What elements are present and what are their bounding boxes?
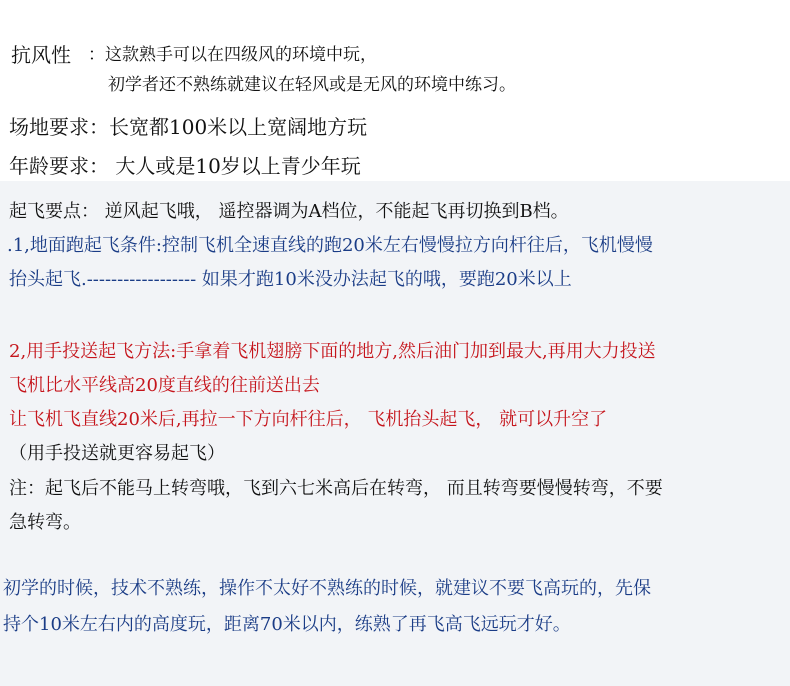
wind-resistance-line-2: 初学者还不熟练就建议在轻风或是无风的环境中练习。 xyxy=(108,75,516,95)
instructions-panel xyxy=(0,181,790,686)
age-requirement: 年龄要求： 大人或是10岁以上青少年玩 xyxy=(9,154,361,178)
takeoff-points: 起飞要点： 逆风起飞哦， 遥控器调为A档位，不能起飞再切换到B档。 xyxy=(9,201,569,222)
wind-resistance-label: 抗风性 xyxy=(11,43,71,67)
ground-takeoff-line-2: 抬头起飞.------------------ 如果才跑10米没办法起飞的哦，要跑20米以上 xyxy=(9,269,572,290)
beginner-advice-line-1: 初学的时候，技术不熟练，操作不太好不熟练的时候，就建议不要飞高玩的，先保 xyxy=(3,578,651,599)
hand-launch-line-1: 2,用手投送起飞方法:手拿着飞机翅膀下面的地方,然后油门加到最大,再用大力投送 xyxy=(9,341,656,362)
hand-launch-line-3: 让飞机飞直线20米后,再拉一下方向杆往后， 飞机抬头起飞， 就可以升空了 xyxy=(9,409,608,430)
wind-resistance-line-1: ：这款熟手可以在四级风的环境中玩， xyxy=(88,45,377,65)
easier-note: （用手投送就更容易起飞） xyxy=(9,443,225,464)
hand-launch-line-2: 飞机比水平线高20度直线的往前送出去 xyxy=(9,375,320,396)
turn-note-line-2: 急转弯。 xyxy=(9,512,81,533)
beginner-advice-line-2: 持个10米左右内的高度玩，距离70米以内，练熟了再飞高飞远玩才好。 xyxy=(3,614,571,635)
turn-note-line-1: 注：起飞后不能马上转弯哦，飞到六七米高后在转弯， 而且转弯要慢慢转弯，不要 xyxy=(9,478,663,499)
field-requirement: 场地要求：长宽都100米以上宽阔地方玩 xyxy=(9,115,368,139)
top-section xyxy=(0,0,790,181)
ground-takeoff-line-1: .1,地面跑起飞条件:控制飞机全速直线的跑20米左右慢慢拉方向杆往后，飞机慢慢 xyxy=(7,235,653,256)
